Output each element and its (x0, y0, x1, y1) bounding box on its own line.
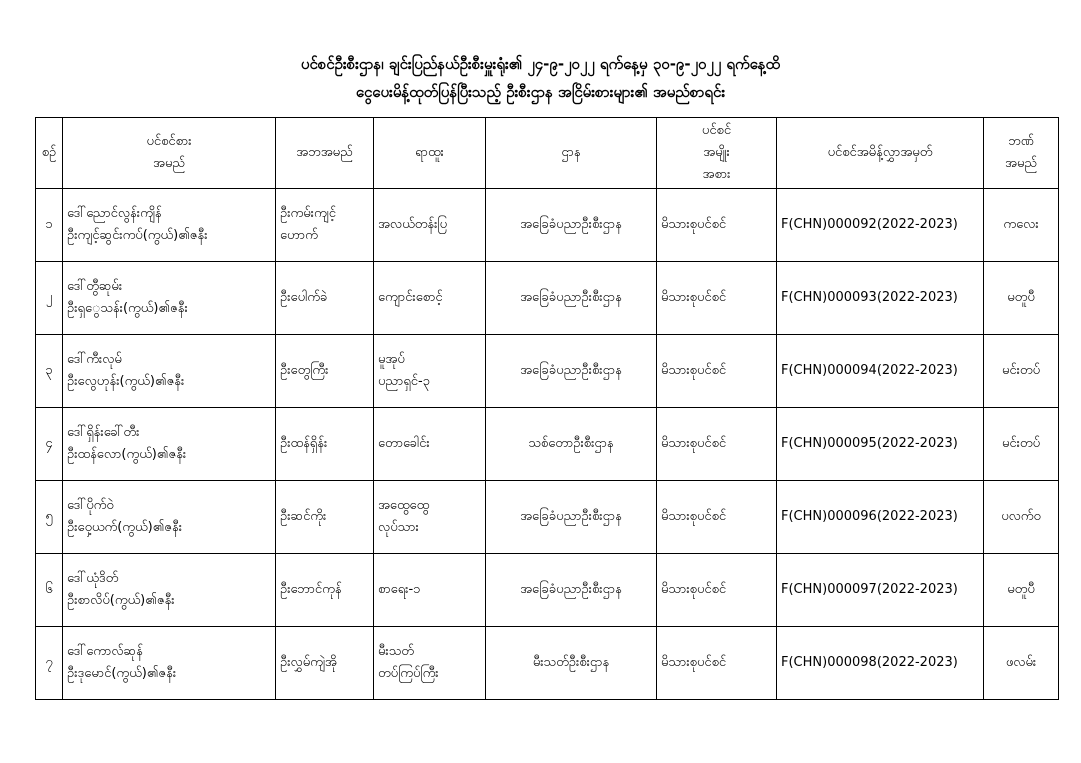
cell-pensioner-name: ဒေါ်ရှိန်းခေါ်တီး ဦးထန်လော(ကွယ်)၏ဇနီး (63, 408, 276, 481)
cell-no: ၅ (36, 481, 63, 554)
cell-no: ၂ (36, 262, 63, 335)
table-row (36, 627, 1059, 700)
header-position: ရာထူး (374, 118, 486, 189)
pensioner-table (35, 117, 1059, 700)
header-no: စဉ် (36, 118, 63, 189)
cell-pensioner-name: ဒေါ်ညောင်လွန်းကျိန် ဦးကျင့်ဆွင်းကပ်(ကွယ်)၏ဇနီး (63, 189, 276, 262)
table-row (36, 554, 1059, 627)
cell-pension-type: မိသားစုပင်စင် (657, 481, 777, 554)
header-department: ဌာန (486, 118, 657, 189)
header-order-number: ပင်စင်အမိန့်လွှာအမှတ် (777, 118, 984, 189)
cell-bank-name: မင်းတပ် (984, 335, 1059, 408)
cell-bank-name: ဖလမ်း (984, 627, 1059, 700)
table-row (36, 408, 1059, 481)
cell-order-number: F(CHN)000094(2022-2023) (777, 335, 984, 408)
cell-pension-type: မိသားစုပင်စင် (657, 627, 777, 700)
cell-position: စာရေး-၁ (374, 554, 486, 627)
cell-department: အခြေခံပညာဦးစီးဌာန (486, 481, 657, 554)
cell-father-name: ဦးဘောင်ကုန် (276, 554, 374, 627)
cell-father-name: ဦးဆင်ကိုး (276, 481, 374, 554)
cell-father-name: ဦးကမ်းကျင့် ဟောက် (276, 189, 374, 262)
document-title-line2: ငွေပေးမိန့်ထုတ်ပြန်ပြီးသည့် ဦးစီးဌာန အငြိမ်းစားများ၏ အမည်စာရင်း (355, 83, 726, 101)
cell-position: အလယ်တန်းပြ (374, 189, 486, 262)
cell-order-number: F(CHN)000092(2022-2023) (777, 189, 984, 262)
cell-bank-name: မတူပီ (984, 262, 1059, 335)
cell-department: အခြေခံပညာဦးစီးဌာန (486, 335, 657, 408)
cell-father-name: ဦးထန်ရှိန်း (276, 408, 374, 481)
cell-bank-name: ကလေး (984, 189, 1059, 262)
cell-father-name: ဦးပေါက်ခဲ (276, 262, 374, 335)
cell-pensioner-name: ဒေါ်တွီဆုမ်း ဦးရှွေသန်း(ကွယ်)၏ဇနီး (63, 262, 276, 335)
cell-bank-name: မင်းတပ် (984, 408, 1059, 481)
cell-father-name: ဦးတွေကြီး (276, 335, 374, 408)
cell-pension-type: မိသားစုပင်စင် (657, 335, 777, 408)
cell-no: ၁ (36, 189, 63, 262)
cell-pensioner-name: ဒေါ်ယုံဒိတ် ဦးစာလိပ်(ကွယ်)၏ဇနီး (63, 554, 276, 627)
cell-no: ၄ (36, 408, 63, 481)
cell-position: အထွေထွေ လုပ်သား (374, 481, 486, 554)
header-pensioner-name: ပင်စင်စား အမည် (63, 118, 276, 189)
cell-position: ကျောင်းစောင့် (374, 262, 486, 335)
header-bank-name: ဘဏ် အမည် (984, 118, 1059, 189)
cell-pensioner-name: ဒေါ်ပိုက်ဝဲ ဦးဝှေ့ယက်(ကွယ်)၏ဇနီး (63, 481, 276, 554)
cell-pension-type: မိသားစုပင်စင် (657, 262, 777, 335)
header-pension-type: ပင်စင် အမျိုး အစား (657, 118, 777, 189)
cell-department: အခြေခံပညာဦးစီးဌာန (486, 189, 657, 262)
cell-department: အခြေခံပညာဦးစီးဌာန (486, 554, 657, 627)
cell-order-number: F(CHN)000096(2022-2023) (777, 481, 984, 554)
cell-bank-name: ပလက်ဝ (984, 481, 1059, 554)
cell-pension-type: မိသားစုပင်စင် (657, 408, 777, 481)
cell-order-number: F(CHN)000093(2022-2023) (777, 262, 984, 335)
cell-pensioner-name: ဒေါ်ကီးလုမ် ဦးလွေဟုန်း(ကွယ်)၏ဇနီး (63, 335, 276, 408)
cell-position: တောခေါင်း (374, 408, 486, 481)
document-title-line1: ပင်စင်ဦးစီးဌာန၊ ချင်းပြည်နယ်ဦးစီးမှူးရုံး၏ ၂၄-၉-၂၀၂၂ ရက်နေ့မှ ၃၀-၉-၂၀၂၂ ရက်နေ့ထိ (300, 55, 781, 73)
cell-pension-type: မိသားစုပင်စင် (657, 554, 777, 627)
cell-order-number: F(CHN)000097(2022-2023) (777, 554, 984, 627)
cell-department: သစ်တောဦးစီးဌာန (486, 408, 657, 481)
cell-department: အခြေခံပညာဦးစီးဌာန (486, 262, 657, 335)
cell-order-number: F(CHN)000095(2022-2023) (777, 408, 984, 481)
cell-pension-type: မိသားစုပင်စင် (657, 189, 777, 262)
table-row (36, 481, 1059, 554)
cell-department: မီးသတ်ဦးစီးဌာန (486, 627, 657, 700)
cell-order-number: F(CHN)000098(2022-2023) (777, 627, 984, 700)
cell-bank-name: မတူပီ (984, 554, 1059, 627)
table-row (36, 262, 1059, 335)
cell-no: ၇ (36, 627, 63, 700)
table-row (36, 189, 1059, 262)
cell-father-name: ဦးလွှမ်ကျဲအို (276, 627, 374, 700)
cell-no: ၆ (36, 554, 63, 627)
table-header-row (36, 118, 1059, 189)
header-father-name: အဘအမည် (276, 118, 374, 189)
table-row (36, 335, 1059, 408)
cell-position: မီးသတ် တပ်ကြပ်ကြီး (374, 627, 486, 700)
cell-pensioner-name: ဒေါ်ကောလ်ဆုန် ဦးဒုမောင်(ကွယ်)၏ဇနီး (63, 627, 276, 700)
cell-no: ၃ (36, 335, 63, 408)
cell-position: မူအုပ် ပညာရှင်-၃ (374, 335, 486, 408)
